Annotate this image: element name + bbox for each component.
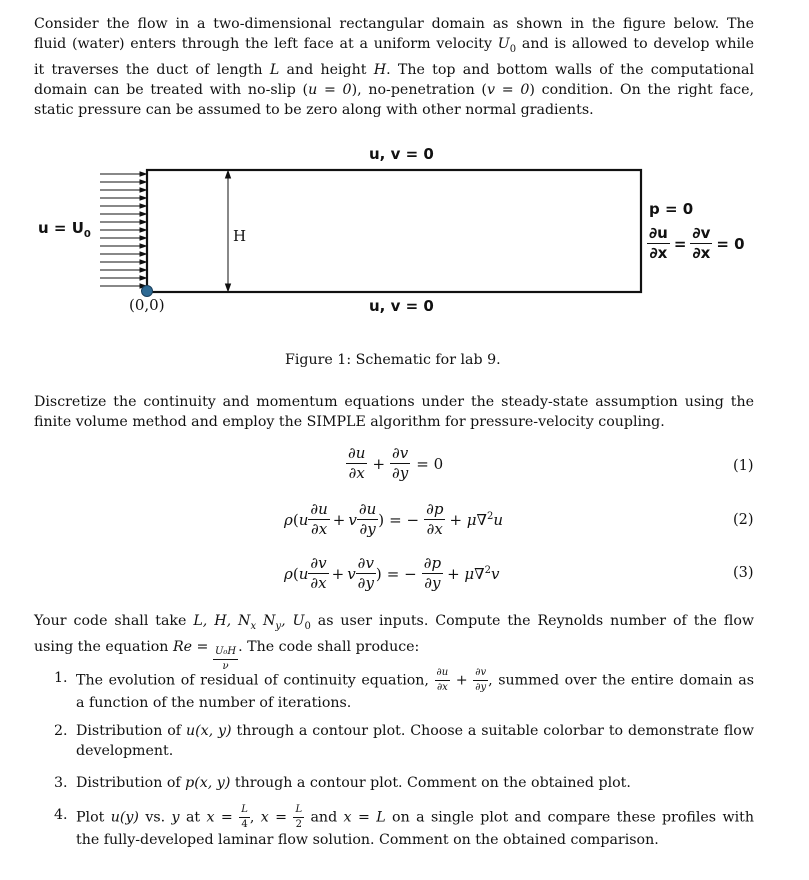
origin-label: (0,0) (129, 296, 165, 314)
domain-rectangle (147, 170, 641, 292)
intro-line-1: Consider the flow in a two-dimensional rectangular domain as shown in the figure below. The (34, 16, 754, 32)
figure-caption: Figure 1: Schematic for lab 9. (285, 352, 501, 368)
discretize-line-1: Discretize the continuity and momentum equations under the steady-state assumption using the (34, 394, 754, 410)
equation-number-1: (1) (733, 458, 754, 474)
inputs-paragraph (34, 611, 754, 672)
list-item-1: 1. The evolution of residual of continuity equation, $\frac{\partial u}{\partial x}$ + $\frac{\partial v}{\partial y}$ , summed over the entire domain as a function of the number of iterations. (54, 667, 754, 711)
outlet-pressure-label: p = 0 (649, 200, 694, 218)
intro-line-2: fluid (water) enters through the left face at a uniform velocity $U_0$ and is allowed to develop while (34, 36, 754, 55)
inputs-line-1: Your code shall take L, H, $N_x$ $N_y$, $U_0$ as user inputs. Compute the Reynolds number of the flow (34, 613, 755, 632)
outlet-gradient-label: $\frac{\partial u}{\partial x}$ = $\frac{\partial v}{\partial x}$ = 0 (649, 224, 745, 262)
equation-number-2: (2) (733, 512, 754, 528)
discretize-line-2: finite volume method and employ the SIMPLE algorithm for pressure-velocity coupling. (34, 414, 665, 430)
intro-line-4: domain can be treated with no-slip (u = 0), no-penetration (v = 0) condition. On the right face, (34, 81, 755, 98)
equation-continuity: $\frac{\partial u}{\partial x}$ + $\frac{\partial v}{\partial y}$ = 0 (348, 444, 444, 482)
list-item-2: 2. Distribution of u(x, y) through a contour plot. Choose a suitable colorbar to demonstrate flow development. (54, 723, 754, 759)
equation-number-3: (3) (733, 565, 754, 581)
inlet-arrows (100, 172, 146, 288)
figure-schematic (0, 140, 809, 340)
inputs-line-2: using the equation Re = $\frac{\text{U₀H}}{\nu}$ . The code shall produce: (34, 638, 420, 672)
list-item-3: 3. Distribution of p(x, y) through a contour plot. Comment on the obtained plot. (54, 775, 631, 791)
intro-line-5: static pressure can be assumed to be zero along with other normal gradients. (34, 101, 594, 118)
equation-x-momentum: ρ(u $\frac{\partial u}{\partial x}$ + v $\frac{\partial u}{\partial y}$ ) = − $\frac{\partial p}{\partial x}$ + μ∇$^2$u (284, 500, 504, 538)
height-dimension (226, 171, 231, 291)
intro-line-3: it traverses the duct of length L and height H. The top and bottom walls of the computational (34, 61, 755, 78)
discretize-paragraph (34, 392, 754, 432)
origin-dot (142, 286, 153, 297)
inlet-label: $u = U_0$ (38, 219, 91, 240)
height-label: H (233, 227, 247, 245)
top-wall-label: u, v = 0 (369, 145, 434, 163)
equation-y-momentum: ρ(u $\frac{\partial v}{\partial x}$ + v $\frac{\partial v}{\partial y}$ ) = − $\frac{\partial p}{\partial y}$ + μ∇$^2$v (284, 554, 500, 592)
bottom-wall-label: u, v = 0 (369, 297, 434, 315)
list-item-4: 4. Plot u(y) vs. y at x = $\frac{L}{4}$ , x = $\frac{L}{2}$ and x = L on a single plot and compare these profiles with the fully-developed laminar flow solution. Comment on the obtained comparison. (54, 804, 754, 848)
intro-paragraph (34, 14, 754, 120)
